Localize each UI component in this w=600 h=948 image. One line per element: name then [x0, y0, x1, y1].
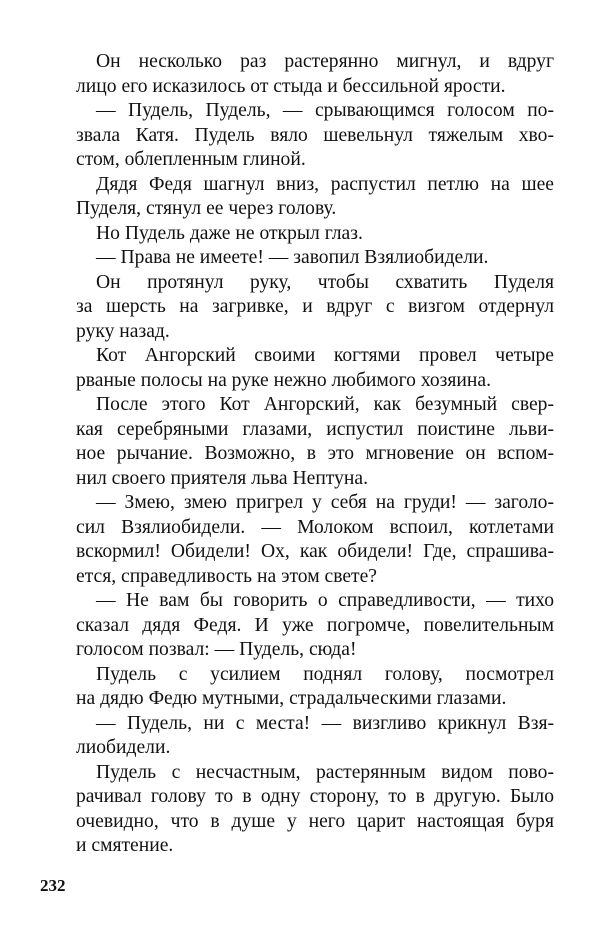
- text-line: Дядя Федя шагнул вниз, распустил петлю на шее: [96, 173, 554, 195]
- text-line: Пудель с усилием поднял голову, посмотрел: [96, 663, 554, 685]
- text-line: рваные полосы на руке нежно любимого хозяина.: [76, 369, 491, 391]
- page-number: 232: [40, 876, 66, 895]
- text-line: стом, облепленным глиной.: [76, 149, 306, 170]
- text-line: нил своего приятеля льва Нептуна.: [76, 467, 368, 489]
- paragraph: [76, 491, 554, 589]
- paragraph: [76, 344, 554, 393]
- paragraph: [76, 712, 554, 761]
- text-line: лицо его исказилось от стыда и бессильной ярости.: [76, 75, 506, 97]
- text-line: сказал дядя Федя. И уже погромче, повелительным: [76, 614, 554, 636]
- text-line: ное рычание. Возможно, в это мгновение он вспом-: [76, 443, 554, 464]
- text-line: вскормил! Обидели! Ох, как обидели! Где, спрашива-: [76, 541, 554, 562]
- paragraph: [76, 663, 554, 712]
- text-line: лиобидели.: [76, 737, 171, 758]
- text-line: ется, справедливость на этом свете?: [76, 565, 377, 587]
- paragraph: [76, 393, 554, 491]
- text-line: Кот Ангорский своими когтями провел четыре: [96, 345, 554, 366]
- paragraph: [76, 173, 554, 222]
- paragraph: [76, 271, 554, 345]
- text-line: Он несколько раз растерянно мигнул, и вдруг: [96, 51, 554, 72]
- text-line: и смятение.: [76, 835, 174, 856]
- text-line: на дядю Федю мутными, страдальческими глазами.: [76, 688, 507, 709]
- text-line: руку назад.: [76, 320, 170, 342]
- paragraph: [76, 99, 554, 173]
- text-line: Пудель с несчастным, растерянным видом пово-: [96, 761, 554, 783]
- paragraph: [76, 589, 554, 663]
- text-line: звала Катя. Пудель вяло шевельнул тяжелым хво-: [76, 124, 554, 146]
- text-line: рачивал голову то в одну сторону, то в другую. Было: [76, 786, 554, 807]
- text-line: сил Взялиобидели. — Молоком вспоил, котлетами: [76, 516, 554, 538]
- text-line: После этого Кот Ангорский, как безумный свер-: [96, 394, 554, 415]
- text-line: Но Пудель даже не открыл глаз.: [96, 222, 363, 244]
- text-line: — Не вам бы говорить о справедливости, — тихо: [96, 590, 554, 611]
- paragraph: [76, 246, 554, 271]
- text-line: — Пудель, Пудель, — срывающимся голосом по-: [96, 100, 554, 121]
- paragraph: [76, 50, 554, 99]
- text-line: — Змею, змею пригрел у себя на груди! — заголо-: [96, 492, 554, 513]
- text-line: Пуделя, стянул ее через голову.: [76, 198, 337, 219]
- text-line: — Права не имеете! — завопил Взялиобидели.: [96, 247, 489, 268]
- paragraph: [76, 222, 554, 247]
- text-line: — Пудель, ни с места! — визгливо крикнул Взя-: [96, 712, 554, 734]
- text-line: Он протянул руку, чтобы схватить Пуделя: [96, 271, 554, 293]
- paragraph: [76, 761, 554, 859]
- text-line: очевидно, что в душе у него царит настоящая буря: [76, 810, 554, 832]
- text-line: за шерсть на загривке, и вдруг с визгом отдернул: [76, 296, 554, 317]
- text-line: голосом позвал: — Пудель, сюда!: [76, 639, 357, 660]
- text-body: [76, 50, 554, 859]
- text-line: кая серебряными глазами, испустил поистине льви-: [76, 418, 554, 440]
